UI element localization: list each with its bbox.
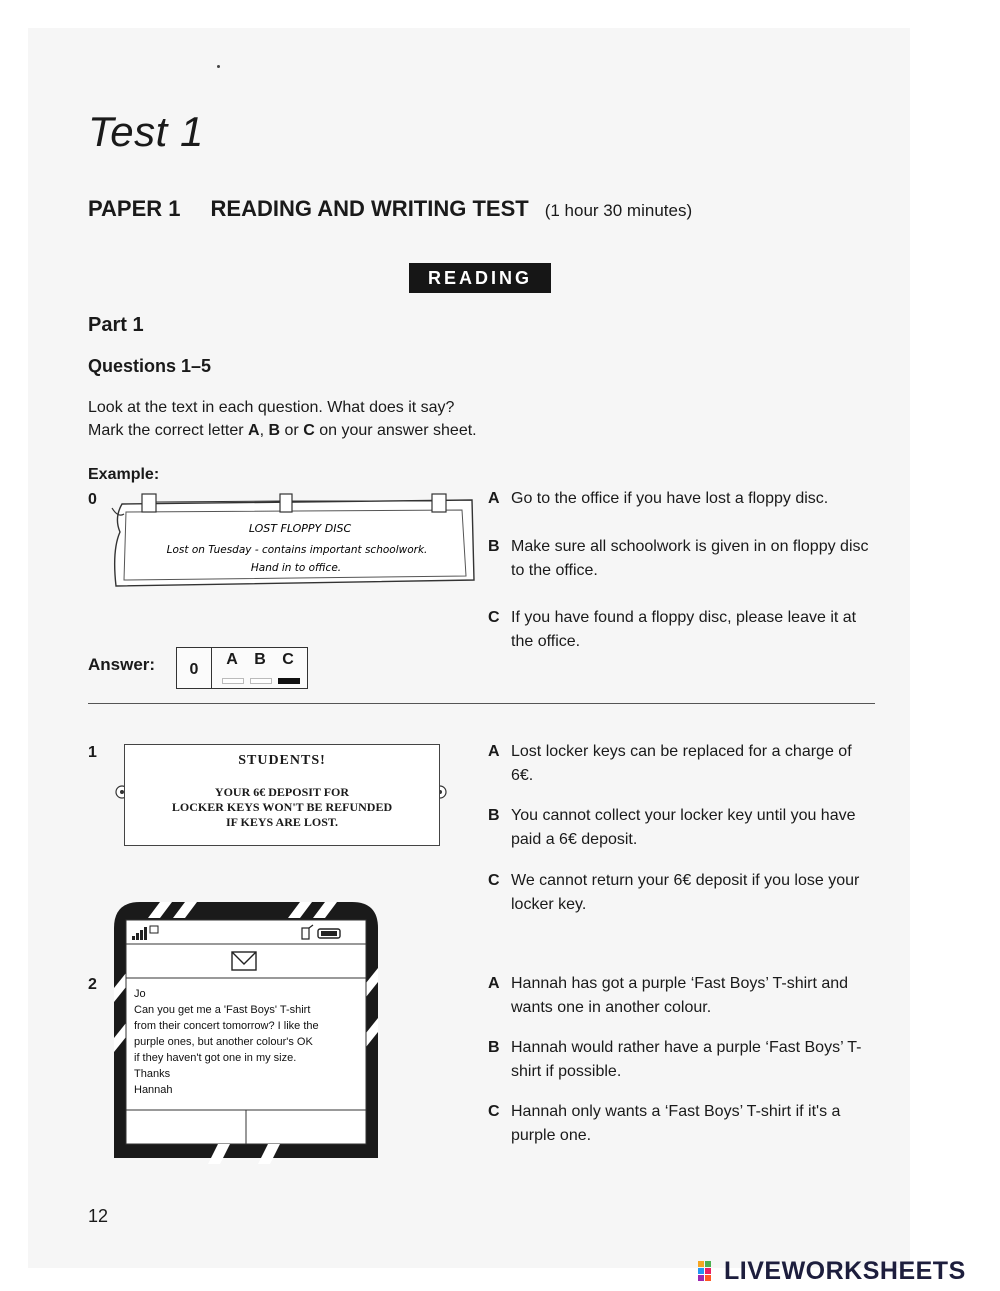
paper-duration: (1 hour 30 minutes) bbox=[544, 201, 693, 220]
example-option-a bbox=[488, 487, 878, 511]
option-text: Make sure all schoolwork is given in on floppy disc to the office. bbox=[511, 538, 869, 579]
sign-line-1: Lost on Tuesday - contains important schoolwork. bbox=[166, 544, 428, 556]
sign-line-2: Hand in to office. bbox=[250, 562, 342, 574]
instr-text: or bbox=[280, 422, 304, 439]
paper-number: PAPER 1 bbox=[88, 196, 181, 221]
sign-title: LOST FLOPPY DISC bbox=[248, 522, 352, 535]
instr-letter-a: A bbox=[248, 422, 260, 439]
message-line: purple ones, but another colour's OK bbox=[134, 1036, 313, 1048]
option-letter: A bbox=[488, 975, 500, 992]
answer-label: Answer: bbox=[88, 655, 156, 674]
message-line: Jo bbox=[134, 988, 146, 1000]
option-text: Lost locker keys can be replaced for a charge of 6€. bbox=[511, 743, 852, 784]
q1-option-a bbox=[488, 740, 878, 788]
q1-option-b bbox=[488, 804, 878, 852]
liveworksheets-logo[interactable]: LIVEWORKSHEETS bbox=[724, 1257, 966, 1285]
answer-mark-a[interactable] bbox=[222, 678, 244, 684]
speck bbox=[217, 65, 220, 68]
instr-letter-b: B bbox=[268, 422, 281, 439]
instr-text: , bbox=[259, 422, 269, 439]
option-text: Hannah would rather have a purple ‘Fast Boys’ T-shirt if possible. bbox=[511, 1039, 862, 1080]
notice-line-2: LOCKER KEYS WON'T BE REFUNDED bbox=[171, 800, 393, 814]
option-text: We cannot return your 6€ deposit if you lose your locker key. bbox=[511, 872, 860, 913]
example-label: Example: bbox=[88, 466, 160, 483]
lost-floppy-sign bbox=[110, 490, 480, 600]
q1-option-c bbox=[488, 869, 878, 917]
phone-illustration bbox=[110, 898, 382, 1170]
message-line: Can you get me a 'Fast Boys' T-shirt bbox=[134, 1004, 311, 1016]
answer-letter-c: C bbox=[282, 651, 294, 668]
part-title: Part 1 bbox=[88, 314, 144, 336]
liveworksheets-logo-icon bbox=[698, 1261, 720, 1283]
question-2-number: 2 bbox=[88, 976, 97, 993]
option-letter: A bbox=[488, 743, 500, 760]
option-text: Hannah has got a purple ‘Fast Boys’ T-shirt and wants one in another colour. bbox=[511, 975, 849, 1016]
option-text: Go to the office if you have lost a floppy disc. bbox=[511, 490, 829, 507]
message-line: from their concert tomorrow? I like the bbox=[134, 1020, 319, 1032]
q2-option-b bbox=[488, 1036, 878, 1084]
notice-line-1: YOUR 6€ DEPOSIT FOR bbox=[214, 785, 350, 799]
notice-title: STUDENTS! bbox=[238, 753, 326, 768]
option-letter: B bbox=[488, 538, 500, 555]
option-text: Hannah only wants a ‘Fast Boys’ T-shirt if it's a purple one. bbox=[511, 1103, 841, 1144]
answer-mark-c[interactable] bbox=[278, 678, 300, 684]
students-notice bbox=[124, 744, 440, 846]
section-divider bbox=[88, 703, 875, 704]
page-number: 12 bbox=[88, 1206, 109, 1226]
instr-letter-c: C bbox=[303, 422, 315, 439]
option-letter: A bbox=[488, 490, 500, 507]
test-title: Test 1 bbox=[88, 108, 204, 155]
questions-range: Questions 1–5 bbox=[88, 356, 212, 376]
section-badge: READING bbox=[409, 263, 551, 293]
q2-option-a bbox=[488, 972, 878, 1020]
paper-heading bbox=[88, 196, 692, 222]
option-letter: B bbox=[488, 807, 500, 824]
example-number: 0 bbox=[88, 491, 97, 508]
q2-option-c bbox=[488, 1100, 878, 1148]
answer-letter-b: B bbox=[254, 651, 266, 668]
option-letter: C bbox=[488, 872, 500, 889]
paper-name: READING AND WRITING TEST bbox=[210, 196, 529, 221]
example-option-c bbox=[488, 606, 878, 654]
instr-text: Mark the correct letter bbox=[88, 422, 249, 439]
answer-letter-a: A bbox=[226, 651, 238, 668]
instructions bbox=[88, 396, 477, 442]
option-text: You cannot collect your locker key until you have paid a 6€ deposit. bbox=[511, 807, 856, 848]
question-1-number: 1 bbox=[88, 744, 97, 761]
instr-text: on your answer sheet. bbox=[314, 422, 477, 439]
message-line: Thanks bbox=[134, 1068, 171, 1080]
notice-body bbox=[125, 785, 439, 830]
answer-box bbox=[176, 647, 308, 689]
instruction-line-2 bbox=[88, 419, 477, 442]
answer-number: 0 bbox=[177, 648, 212, 688]
message-line: Hannah bbox=[134, 1084, 173, 1096]
option-letter: C bbox=[488, 609, 500, 626]
example-option-b bbox=[488, 535, 878, 583]
notice-line-3: IF KEYS ARE LOST. bbox=[225, 815, 339, 829]
answer-mark-b[interactable] bbox=[250, 678, 272, 684]
message-line: if they haven't got one in my size. bbox=[134, 1052, 297, 1064]
instruction-line-1: Look at the text in each question. What does it say? bbox=[88, 399, 455, 416]
option-text: If you have found a floppy disc, please leave it at the office. bbox=[511, 609, 857, 650]
option-letter: B bbox=[488, 1039, 500, 1056]
option-letter: C bbox=[488, 1103, 500, 1120]
